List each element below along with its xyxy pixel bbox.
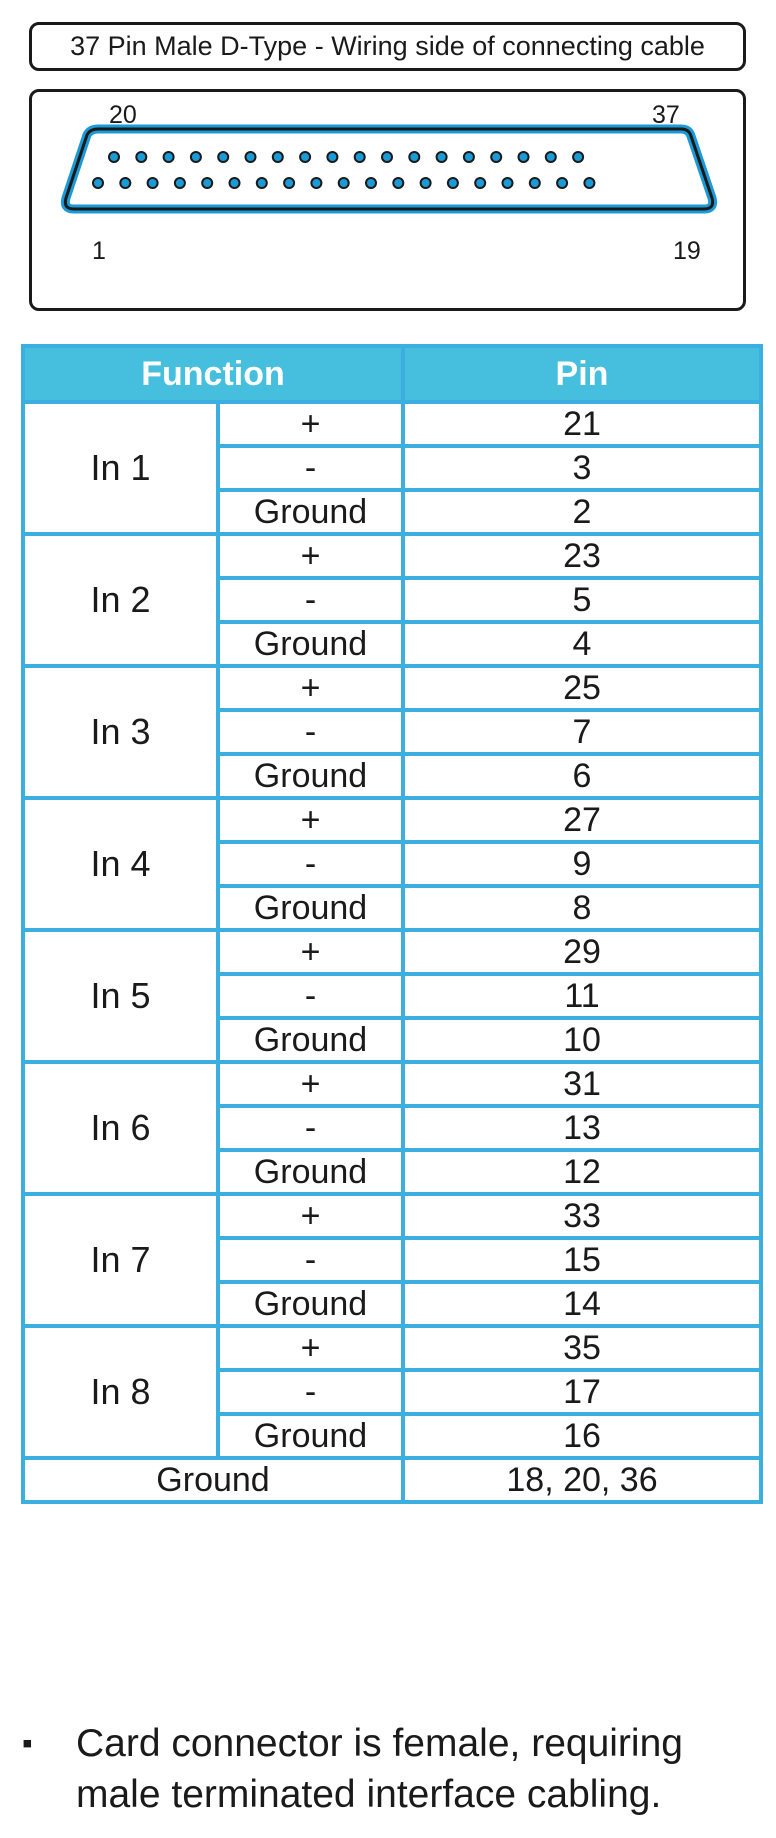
- footer-pin-cell: 18, 20, 36: [403, 1458, 761, 1502]
- bullet-icon: ▪: [22, 1727, 33, 1760]
- connector-pin: [557, 178, 567, 188]
- footnote-text: Card connector is female, requiring male terminated interface cabling.: [76, 1722, 683, 1816]
- connector-pin: [136, 152, 146, 162]
- pin-number-cell: 10: [403, 1018, 761, 1062]
- table-header-row: [23, 346, 761, 402]
- pinout-table: [21, 344, 763, 1504]
- signal-cell: +: [218, 798, 403, 842]
- signal-cell: +: [218, 666, 403, 710]
- signal-cell: -: [218, 710, 403, 754]
- signal-cell: +: [218, 1062, 403, 1106]
- pin-number-cell: 17: [403, 1370, 761, 1414]
- signal-cell: +: [218, 930, 403, 974]
- connector-pin: [382, 152, 392, 162]
- pin-number-cell: 27: [403, 798, 761, 842]
- header-function: Function: [23, 346, 403, 402]
- signal-cell: Ground: [218, 1282, 403, 1326]
- signal-cell: Ground: [218, 490, 403, 534]
- signal-cell: +: [218, 1326, 403, 1370]
- pin-number-cell: 14: [403, 1282, 761, 1326]
- pin-row-top: [109, 152, 583, 162]
- connector-pin: [284, 178, 294, 188]
- connector-pin: [546, 152, 556, 162]
- signal-cell: +: [218, 534, 403, 578]
- table-row: [23, 666, 761, 710]
- pin-number-cell: 7: [403, 710, 761, 754]
- connector-pin: [148, 178, 158, 188]
- pin-number-cell: 21: [403, 402, 761, 446]
- pin-label-19: 19: [673, 237, 701, 265]
- connector-pin: [273, 152, 283, 162]
- pin-number-cell: 33: [403, 1194, 761, 1238]
- signal-cell: -: [218, 974, 403, 1018]
- pin-number-cell: 6: [403, 754, 761, 798]
- connector-pin: [355, 152, 365, 162]
- diagram-title: [29, 22, 746, 71]
- connector-shell-inner: [65, 129, 712, 209]
- d-type-connector-drawing: [32, 92, 749, 314]
- pin-number-cell: 5: [403, 578, 761, 622]
- pin-number-cell: 8: [403, 886, 761, 930]
- signal-cell: Ground: [218, 886, 403, 930]
- connector-pin: [109, 152, 119, 162]
- pin-number-cell: 29: [403, 930, 761, 974]
- pin-number-cell: 4: [403, 622, 761, 666]
- connector-pin: [202, 178, 212, 188]
- input-name-cell: In 7: [23, 1194, 218, 1326]
- signal-cell: -: [218, 446, 403, 490]
- signal-cell: +: [218, 402, 403, 446]
- signal-cell: Ground: [218, 1150, 403, 1194]
- pin-number-cell: 35: [403, 1326, 761, 1370]
- table-row: [23, 1326, 761, 1370]
- connector-pin: [120, 178, 130, 188]
- signal-cell: -: [218, 842, 403, 886]
- pin-number-cell: 25: [403, 666, 761, 710]
- connector-pin: [327, 152, 337, 162]
- footnote: [22, 1718, 762, 1820]
- connector-pin: [175, 178, 185, 188]
- signal-cell: -: [218, 578, 403, 622]
- connector-pin: [230, 178, 240, 188]
- connector-pin: [448, 178, 458, 188]
- pin-number-cell: 13: [403, 1106, 761, 1150]
- connector-pin: [257, 178, 267, 188]
- table-row: [23, 402, 761, 446]
- pin-number-cell: 11: [403, 974, 761, 1018]
- connector-pin: [519, 152, 529, 162]
- connector-pin: [311, 178, 321, 188]
- input-name-cell: In 4: [23, 798, 218, 930]
- input-name-cell: In 6: [23, 1062, 218, 1194]
- connector-pin: [437, 152, 447, 162]
- connector-pin: [366, 178, 376, 188]
- connector-pin: [164, 152, 174, 162]
- table-row: [23, 534, 761, 578]
- signal-cell: Ground: [218, 754, 403, 798]
- connector-pin: [93, 178, 103, 188]
- pin-label-37: 37: [652, 101, 680, 129]
- header-pin: Pin: [403, 346, 761, 402]
- signal-cell: Ground: [218, 622, 403, 666]
- signal-cell: -: [218, 1238, 403, 1282]
- connector-pin: [464, 152, 474, 162]
- diagram-title-text: 37 Pin Male D-Type - Wiring side of connecting cable: [70, 31, 705, 61]
- connector-pin: [530, 178, 540, 188]
- connector-pin: [339, 178, 349, 188]
- connector-pin: [393, 178, 403, 188]
- connector-pin: [503, 178, 513, 188]
- connector-pin: [491, 152, 501, 162]
- connector-pin: [421, 178, 431, 188]
- connector-diagram: [29, 89, 746, 311]
- pin-number-cell: 2: [403, 490, 761, 534]
- pin-number-cell: 16: [403, 1414, 761, 1458]
- pin-label-1: 1: [92, 237, 106, 265]
- pinout-table-body: [23, 402, 761, 1502]
- signal-cell: -: [218, 1370, 403, 1414]
- input-name-cell: In 5: [23, 930, 218, 1062]
- connector-pin: [573, 152, 583, 162]
- connector-shell-outer: [65, 129, 712, 209]
- signal-cell: -: [218, 1106, 403, 1150]
- connector-pin: [409, 152, 419, 162]
- input-name-cell: In 3: [23, 666, 218, 798]
- table-row: [23, 798, 761, 842]
- pin-number-cell: 12: [403, 1150, 761, 1194]
- input-name-cell: In 2: [23, 534, 218, 666]
- connector-pin: [475, 178, 485, 188]
- connector-pin: [300, 152, 310, 162]
- pin-row-bottom: [93, 178, 594, 188]
- connector-pin: [246, 152, 256, 162]
- signal-cell: Ground: [218, 1018, 403, 1062]
- table-row: [23, 930, 761, 974]
- table-row: [23, 1194, 761, 1238]
- connector-pin: [584, 178, 594, 188]
- pin-number-cell: 15: [403, 1238, 761, 1282]
- input-name-cell: In 1: [23, 402, 218, 534]
- connector-pin: [218, 152, 228, 162]
- pin-number-cell: 31: [403, 1062, 761, 1106]
- connector-pin: [191, 152, 201, 162]
- input-name-cell: In 8: [23, 1326, 218, 1458]
- footer-function-cell: Ground: [23, 1458, 403, 1502]
- pin-number-cell: 3: [403, 446, 761, 490]
- pin-number-cell: 23: [403, 534, 761, 578]
- pin-label-20: 20: [109, 101, 137, 129]
- pin-number-cell: 9: [403, 842, 761, 886]
- table-footer-row: [23, 1458, 761, 1502]
- signal-cell: Ground: [218, 1414, 403, 1458]
- signal-cell: +: [218, 1194, 403, 1238]
- table-row: [23, 1062, 761, 1106]
